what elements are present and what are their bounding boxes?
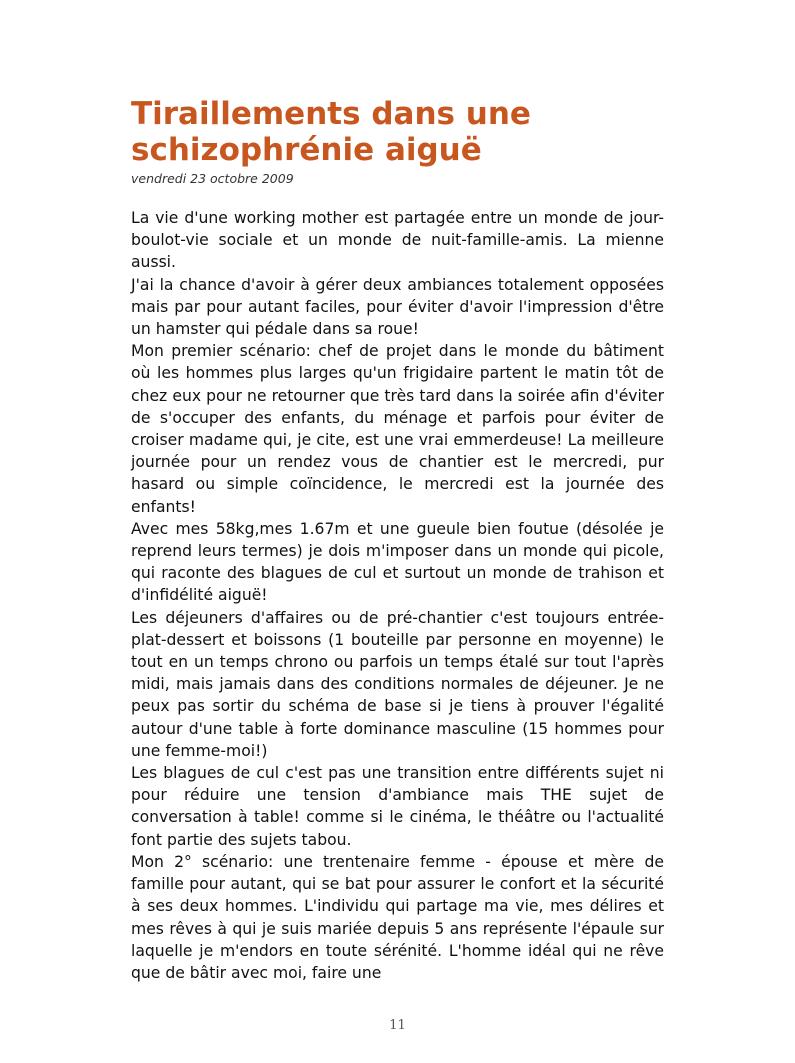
article-body — [131, 207, 664, 984]
article-date: vendredi 23 octobre 2009 — [131, 171, 294, 186]
paragraph: Les déjeuners d'affaires ou de pré-chantier c'est toujours entrée-plat-dessert et boissons (1 bouteille par personne en moyenne) le tout en un temps chrono ou parfois un temps étalé sur tout l'après midi, mais jamais dans des conditions normales de déjeuner. Je ne peux pas sortir du schéma de base si je tiens à prouver l'égalité autour d'une table à forte dominance masculine (15 hommes pour une femme-moi!) — [131, 608, 664, 760]
paragraph: La vie d'une working mother est partagée entre un monde de jour-boulot-vie sociale et un monde de nuit-famille-amis. La mienne aussi. — [131, 209, 664, 272]
paragraph: Mon 2° scénario: une trentenaire femme - épouse et mère de famille pour autant, qui se bat pour assurer le confort et la sécurité à ses deux hommes. L'individu qui partage ma vie, mes délires et mes rêves à qui je suis mariée depuis 5 ans représente l'épaule sur laquelle je m'endors en toute sérénité. L'homme idéal qui ne rêve que de bâtir avec moi, faire une — [131, 852, 664, 982]
paragraph: J'ai la chance d'avoir à gérer deux ambiances totalement opposées mais par pour autant faciles, pour éviter d'avoir l'impression d'être un hamster qui pédale dans sa roue! — [131, 275, 664, 339]
paragraph: Les blagues de cul c'est pas une transition entre différents sujet ni pour réduire une tension d'ambiance mais THE sujet de conversation à table! comme si le cinéma, le théâtre ou l'actualité font partie des sujets tabou. — [131, 764, 664, 849]
article-title: Tiraillements dans une schizophrénie aiguë — [131, 96, 531, 168]
paragraph: Avec mes 58kg,mes 1.67m et une gueule bien foutue (désolée je reprend leurs termes) je dois m'imposer dans un monde qui picole, qui raconte des blagues de cul et surtout un monde de trahison et d'infidélité aiguë! — [131, 519, 664, 605]
page-number: 11 — [389, 1018, 406, 1033]
paragraph: Mon premier scénario: chef de projet dans le monde du bâtiment où les hommes plus larges qu'un frigidaire partent le matin tôt de chez eux pour ne retourner que très tard dans la soirée afin d'éviter de s'occuper des enfants, du ménage et parfois pour éviter de croiser madame qui, je cite, est une vrai emmerdeuse! La meilleure journée pour un rendez vous de chantier est le mercredi, pur hasard ou simple coïncidence, le mercredi est la journée des enfants! — [131, 342, 664, 516]
